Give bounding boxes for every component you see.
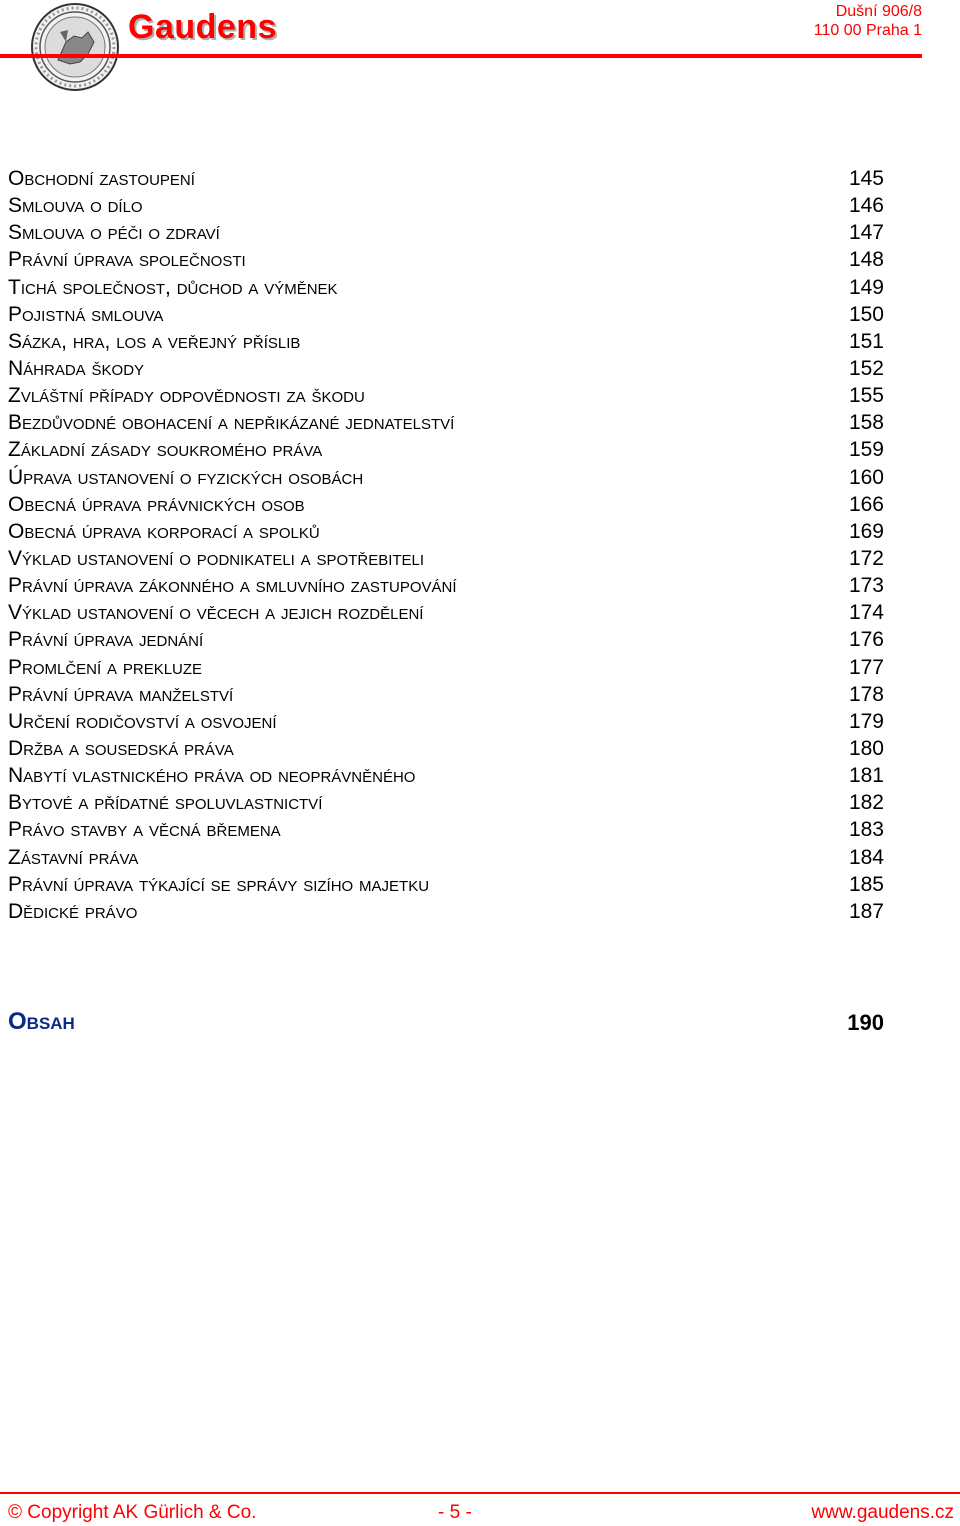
toc-entry-page: 158 [848, 411, 884, 435]
page-footer [0, 1502, 960, 1526]
toc-entry [8, 762, 884, 789]
toc-entry-title: Určení rodičovství a osvojení [8, 709, 277, 733]
toc-entry-title: Obchodní zastoupení [8, 167, 195, 190]
brand-name: Gaudens [128, 8, 277, 46]
toc-entry-page: 148 [848, 248, 884, 272]
toc-entry-title: Bezdůvodné obohacení a nepřikázané jednatelství [8, 411, 455, 435]
toc-entry-title: Zástavní práva [8, 845, 139, 869]
toc-entry-title: Výklad ustanovení o podnikateli a spotřebiteli [8, 546, 425, 570]
toc-entry-title: Nabytí vlastnického práva od neoprávněného [8, 764, 416, 788]
footer-page-number: - 5 - [438, 1502, 472, 1523]
address-street: Dušní 906/8 [835, 3, 922, 20]
toc-entry [8, 382, 884, 409]
toc-entry-page: 155 [848, 384, 884, 408]
toc-entry-page: 151 [848, 329, 884, 353]
toc-entry [8, 599, 884, 626]
address-city: 110 00 Praha 1 [813, 22, 922, 39]
table-of-contents [8, 165, 884, 925]
toc-entry [8, 518, 884, 545]
toc-entry-page: 169 [848, 519, 884, 543]
toc-entry-page: 173 [848, 574, 884, 598]
toc-entry-title: Smlouva o dílo [8, 194, 143, 218]
toc-entry [8, 246, 884, 273]
toc-entry-page: 176 [848, 628, 884, 652]
toc-entry-title: Právní úprava zákonného a smluvního zastupování [8, 574, 457, 598]
toc-entry-page: 183 [848, 818, 884, 842]
toc-entry-title: Právní úprava týkající se správy sizího majetku [8, 872, 430, 896]
toc-entry-page: 174 [848, 601, 884, 625]
toc-entry-page: 149 [848, 275, 884, 299]
toc-entry [8, 436, 884, 463]
toc-entry-title: Právní úprava společnosti [8, 248, 246, 272]
toc-entry-page: 172 [848, 546, 884, 570]
header-rule [0, 54, 922, 58]
footer-copyright: © Copyright AK Gürlich & Co. [8, 1502, 257, 1523]
toc-entry-title: Právo stavby a věcná břemena [8, 818, 281, 842]
toc-entry [8, 708, 884, 735]
toc-entry-page: 181 [848, 764, 884, 788]
toc-entry-page: 166 [848, 492, 884, 516]
toc-entry [8, 301, 884, 328]
toc-entry-page: 147 [848, 221, 884, 245]
toc-entry-page: 187 [848, 899, 884, 923]
toc-entry [8, 654, 884, 681]
toc-entry-title: Výklad ustanovení o věcech a jejich rozdělení [8, 601, 424, 625]
summary-page-number: 190 [847, 1010, 884, 1035]
toc-entry-title: Obecná úprava korporací a spolků [8, 519, 320, 543]
toc-entry [8, 681, 884, 708]
footer-rule [0, 1492, 960, 1494]
toc-entry-page: 150 [848, 302, 884, 326]
toc-entry [8, 491, 884, 518]
toc-entry-title: Sázka, hra, los a veřejný příslib [8, 329, 301, 353]
toc-entry [8, 409, 884, 436]
toc-entry-page: 145 [848, 167, 884, 190]
toc-entry-title: Bytové a přídatné spoluvlastnictví [8, 791, 323, 815]
toc-entry-title: Promlčení a prekluze [8, 655, 203, 679]
address-block [814, 2, 922, 40]
toc-entry [8, 355, 884, 382]
toc-entry-page: 177 [848, 655, 884, 679]
toc-entry-title: Pojistná smlouva [8, 302, 164, 326]
toc-entry [8, 898, 884, 925]
toc-entry-title: Právní úprava jednání [8, 628, 204, 652]
toc-entry [8, 735, 884, 762]
toc-entry-title: Náhrada škody [8, 356, 145, 380]
toc-entry [8, 165, 884, 192]
toc-entry-page: 146 [848, 194, 884, 218]
seal-logo-icon [30, 2, 120, 92]
toc-entry [8, 844, 884, 871]
toc-entry-title: Obecná úprava právnických osob [8, 492, 305, 516]
toc-entry [8, 464, 884, 491]
toc-entry [8, 545, 884, 572]
toc-entry-page: 179 [848, 709, 884, 733]
toc-entry-title: Zvláštní případy odpovědnosti za škodu [8, 384, 365, 408]
page-header [0, 0, 960, 100]
toc-entry [8, 274, 884, 301]
toc-entry-title: Dědické právo [8, 899, 138, 923]
toc-entry-page: 178 [848, 682, 884, 706]
toc-entry [8, 789, 884, 816]
toc-entry [8, 328, 884, 355]
toc-entry-page: 185 [848, 872, 884, 896]
toc-entry-title: Právní úprava manželství [8, 682, 234, 706]
summary-title: Obsah [8, 1008, 75, 1035]
toc-entry [8, 219, 884, 246]
toc-entry-title: Smlouva o péči o zdraví [8, 221, 220, 245]
toc-entry-page: 184 [848, 845, 884, 869]
toc-entry-page: 160 [848, 465, 884, 489]
toc-entry-title: Základní zásady soukromého práva [8, 438, 323, 462]
footer-website: www.gaudens.cz [811, 1502, 954, 1523]
toc-entry-page: 159 [848, 438, 884, 462]
toc-entry-page: 182 [848, 791, 884, 815]
summary-entry [8, 1008, 884, 1038]
toc-entry-title: Úprava ustanovení o fyzických osobách [8, 465, 364, 489]
toc-entry [8, 816, 884, 843]
toc-entry [8, 871, 884, 898]
toc-entry-page: 152 [848, 356, 884, 380]
toc-entry-page: 180 [848, 736, 884, 760]
toc-entry [8, 192, 884, 219]
toc-entry-title: Tichá společnost, důchod a výměnek [8, 275, 338, 299]
toc-entry-title: Držba a sousedská práva [8, 736, 234, 760]
toc-entry [8, 626, 884, 653]
toc-entry [8, 572, 884, 599]
